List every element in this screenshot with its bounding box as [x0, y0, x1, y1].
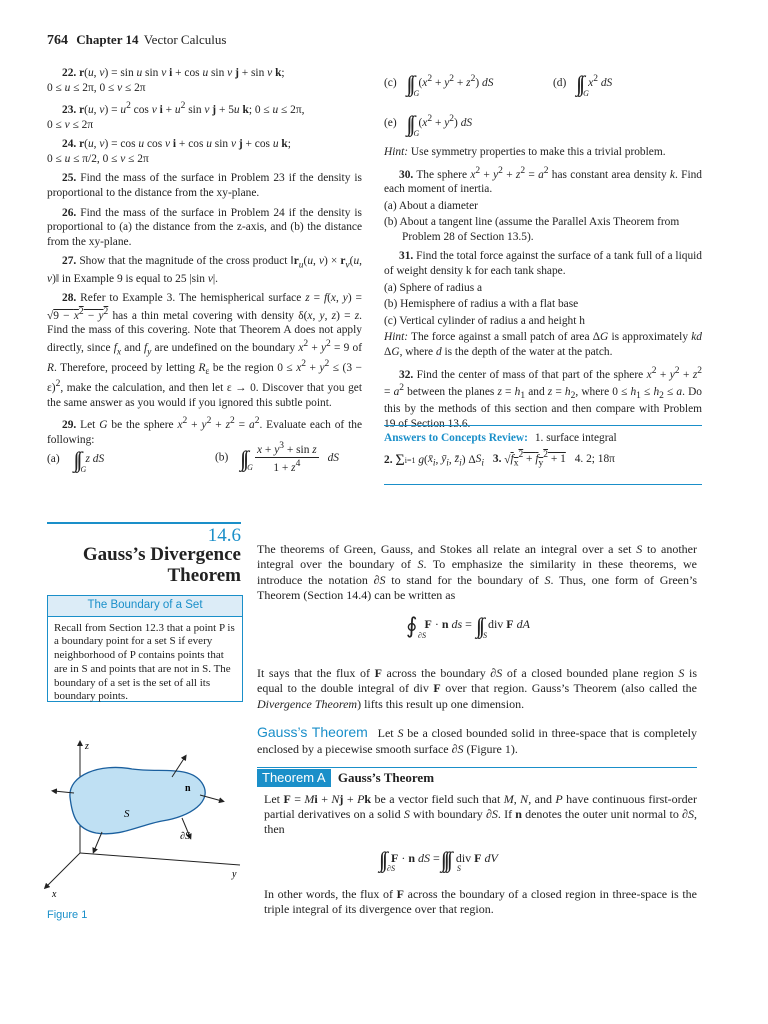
answers-box: [384, 425, 702, 485]
problem-29-b: (b) G $\frac{x + y^3 + \sin z}{1 + z^4}$ dS: [215, 441, 339, 475]
problem-28: 28. Refer to Example 3. The hemispherical surface z = f(x, $y) = √9 - x^2 - y^2$ has a thin metal covering with density δ(x, y, z) = z. Find the mass of this covering. Note that Theorem A does not apply directly, since $f_x$ and $f_y$ are undefined on the boundary $x^2 + y^2 = 9$ of R. Therefore, proceed by letting $R_\varepsilon$ be the region $0 \le x^2 + y^2 \le (3 - \varepsilon)^2$, make the calculation, and then let ε → 0. Discover that you get the same answer as you would if you ignored this subtle point.: [47, 292, 362, 409]
problem-29-a: (a) G z dS: [47, 453, 105, 474]
theorem-label: Theorem A: [257, 769, 331, 787]
problem-22: 22. r(u, v) = sin u sin v i + cos u sin v j + sin v k; 0 ≤ u ≤ 2π, 0 ≤ v ≤ 2π: [47, 67, 285, 94]
problem-29-e: (e) G $(x^2 + y^2)$ dS: [384, 114, 473, 138]
sidebar-text: Recall from Section 12.3 that a point P is a boundary point for a set S if every neighborhood of P contains points that are in S and points that are not in S. The boundary of a set is the set of all its boundary points.: [54, 621, 235, 703]
section-intro: The theorems of Green, Gauss, and Stokes all relate an integral over a set S to another integral over the boundary of S. To emphasize the similarity in these theorems, we introduce the notation ∂S to stand for the boundary of S. Thus, one form of Green’s Theorem (Section 14.4) can be written as: [257, 542, 698, 603]
problem-31-c: (c) Vertical cylinder of radius a and height h: [384, 314, 585, 327]
greens-formula: ∮ ∂S F · n ds = S div F dA: [406, 613, 530, 640]
problem-25: 25. Find the mass of the surface in Problem 23 if the density is proportional to the distance from the xy-plane.: [47, 172, 362, 199]
problem-27: 27. Show that the magnitude of the cross product $‖r_u(u$, $v) \times r_v(u$, v)‖ in Example 9 is equal to 25 |sin v|.: [47, 255, 362, 285]
section-title: Gauss’s Divergence Theorem: [82, 544, 241, 586]
answer-1: 1. surface integral: [534, 432, 617, 444]
theorem-name: Gauss’s Theorem: [337, 770, 435, 785]
label-y: y: [232, 869, 237, 880]
answer-4: 4. 2; 18π: [574, 453, 615, 466]
label-x: x: [52, 889, 57, 900]
hint-force: Hint: The force against a small patch of area ΔG is approximately kd ΔG, where d is the depth of the water at the patch.: [384, 331, 702, 358]
boundary-sidebar: [47, 595, 243, 702]
problem-29: 29. Let G be the sphere $x^2 + y^2 + z^2 = a^2$. Evaluate each of the following:: [47, 416, 362, 446]
x-axis: [46, 853, 80, 887]
figure-1: [40, 735, 250, 905]
problem-31: 31. Find the total force against the surface of a tank full of a liquid of weight density k for each tank shape.: [384, 250, 702, 277]
label-boundary: ∂S: [180, 831, 190, 842]
problem-23: 23. r(u, $v) = u^2$ cos v $i + u^2$ sin v j + 5u k; 0 ≤ u ≤ 2π, 0 ≤ v ≤ 2π: [47, 101, 305, 131]
label-n: n: [185, 783, 191, 794]
y-axis: [80, 853, 240, 865]
section-number: 14.6: [207, 525, 241, 546]
gauss-formula: ∂S F · n dS = S div F dV: [387, 850, 498, 874]
problem-30-a: (a) About a diameter: [384, 199, 478, 212]
figure-caption: Figure 1: [47, 909, 88, 921]
gauss-intro: Gauss’s Theorem Let S be a closed bounded solid in three-space that is completely enclosed by a piecewise smooth surface ∂S (Figure 1).: [257, 724, 697, 756]
theorem-statement: Let F = Mi + Nj + Pk be a vector field such that M, N, and P have continuous first-order partial derivatives on a solid S with boundary ∂S. If n denotes the outer unit normal to ∂S, then: [264, 791, 697, 837]
left-column: [47, 66, 362, 452]
answers-line-2: 2. Σi=1 $g(x̄_i$, $ȳ_i$, $z̄_i$) $\Delta S_i$ 3. $√f_x^2 + f_y^2 + 1$ 4. 2; 18π: [384, 450, 615, 469]
problem-24: 24. r(u, v) = cos u cos v i + cos u sin v j + cos u k; 0 ≤ u ≤ π/2, 0 ≤ v ≤ 2π: [47, 138, 291, 165]
gauss-subhead: Gauss’s Theorem: [257, 724, 368, 740]
problem-29-d: (d) G $x^2$ dS: [553, 74, 613, 98]
chapter-title: Vector Calculus: [143, 32, 227, 47]
label-s: S: [124, 808, 130, 820]
problem-30-b: (b) About a tangent line (assume the Parallel Axis Theorem from Problem 28 of Section 13.5).: [384, 216, 680, 243]
chapter-label: Chapter 14: [76, 32, 139, 47]
problem-32: 32. Find the center of mass of that part of the sphere $x^2 + y^2 + z^2 = a^2$ between the planes $z = h_1$ and $z = h_2$, where $0 \le h_1 \le h_2 \le a$. Do this by the methods of this section and then compare with Problem 19 of Section 13.6.: [384, 365, 703, 430]
problem-26: 26. Find the mass of the surface in Problem 24 if the density is proportional to (a) the distance from the z-axis, and (b) the distance from the xy-plane.: [47, 206, 362, 248]
theorem-summary: In other words, the flux of F across the boundary of a closed region in three-space is the triple integral of its divergence over that region.: [264, 886, 697, 917]
page-number: 764: [47, 33, 68, 48]
normal-vector-lower-left: [94, 832, 102, 851]
right-column: [384, 145, 702, 436]
sidebar-title: The Boundary of a Set: [48, 596, 242, 617]
problem-30: 30. The sphere $x^2 + y^2 + z^2 = a^2$ has constant area density k. Find each moment of inertia.: [384, 165, 702, 195]
page-header: [47, 32, 226, 50]
flux-paragraph: It says that the flux of F across the boundary ∂S of a closed bounded plane region S is equal to the double integral of div F over that region. Gauss’s Theorem (also called the Divergence Theorem) lifts this result up one dimension.: [257, 666, 697, 711]
problem-31-b: (b) Hemisphere of radius a with a flat base: [384, 298, 579, 311]
problem-31-a: (a) Sphere of radius a: [384, 281, 483, 294]
theorem-a-box: [257, 767, 697, 921]
answers-title: Answers to Concepts Review:: [384, 432, 528, 444]
problem-29-c: (c) G $(x^2 + y^2 + z^2)$ dS: [384, 74, 494, 98]
label-z: z: [85, 741, 89, 752]
hint-symmetry: Hint: Use symmetry properties to make this a trivial problem.: [384, 146, 666, 158]
